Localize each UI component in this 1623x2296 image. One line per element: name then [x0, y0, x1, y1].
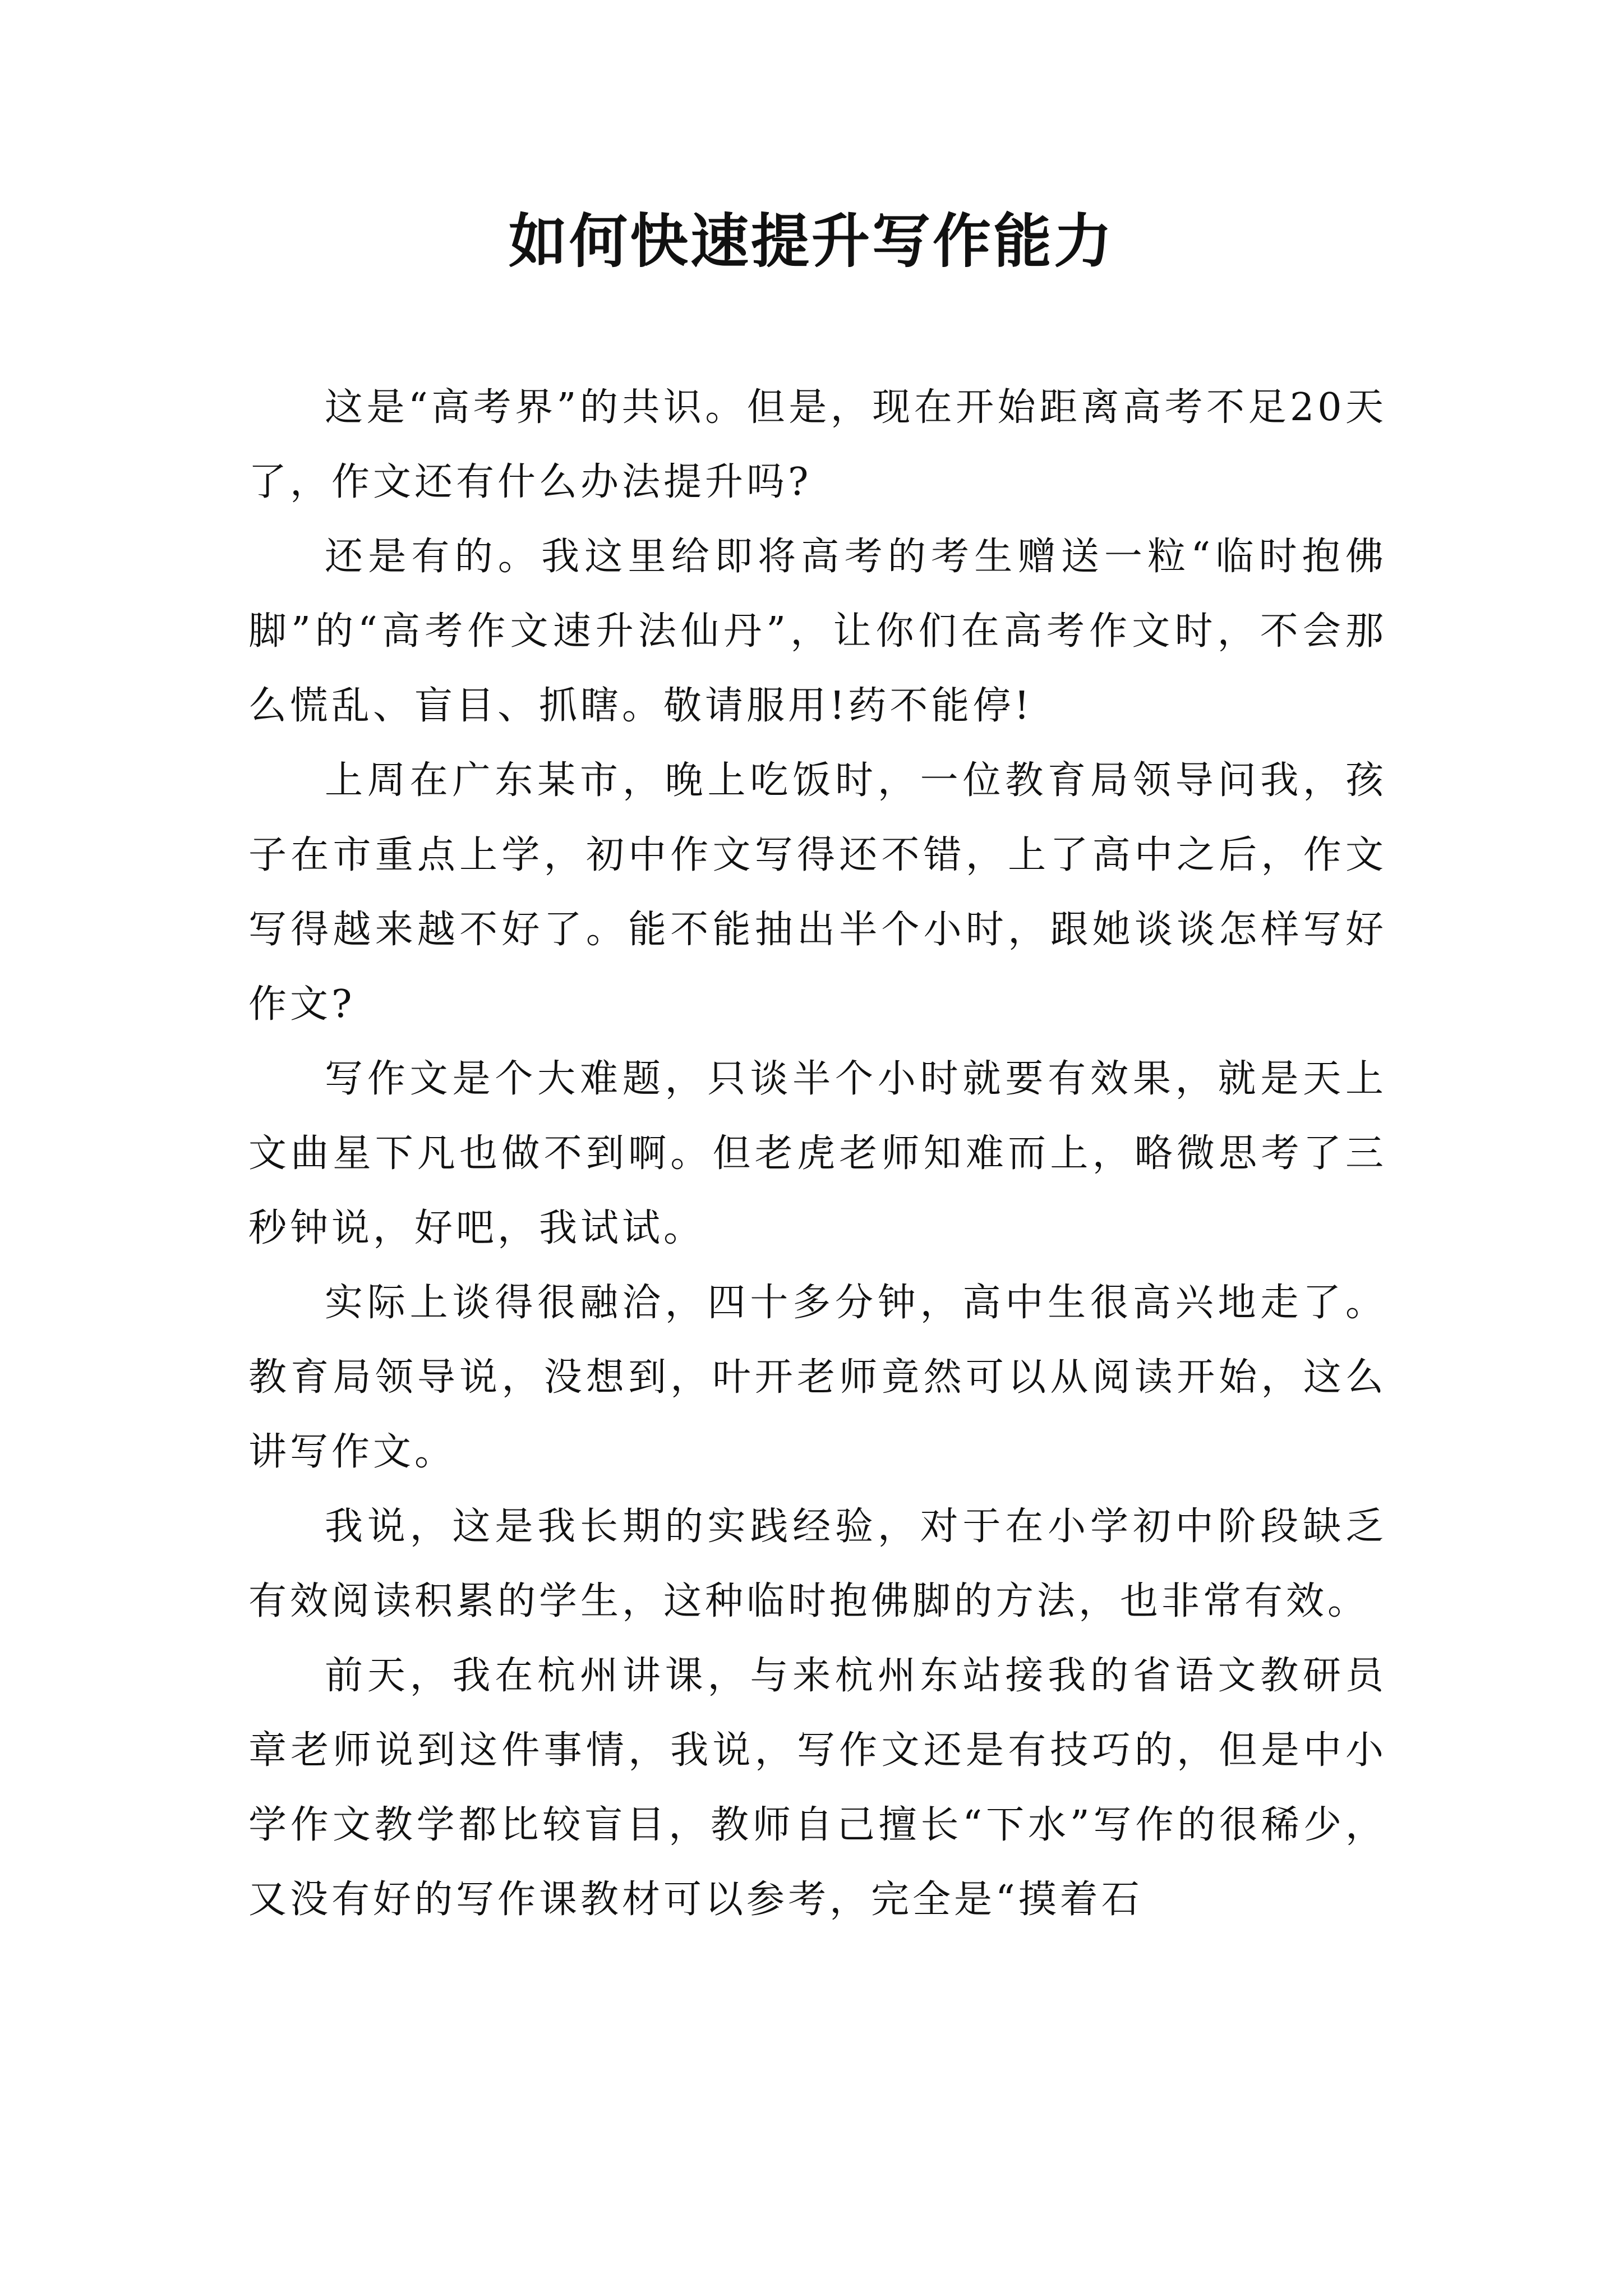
paragraph: 写作文是个大难题，只谈半个小时就要有效果，就是天上文曲星下凡也做不到啊。但老虎老师知难而上，略微思考了三秒钟说，好吧，我试试。 [248, 1057, 1387, 1250]
document-body [248, 370, 1387, 1937]
document-title: 如何快速提升写作能力 [508, 206, 1114, 275]
paragraph: 实际上谈得很融洽，四十多分钟，高中生很高兴地走了。教育局领导说，没想到，叶开老师竟然可以从阅读开始，这么讲写作文。 [248, 1281, 1387, 1474]
paragraph: 还是有的。我这里给即将高考的考生赠送一粒“临时抱佛脚”的“高考作文速升法仙丹”，让你们在高考作文时，不会那么慌乱、盲目、抓瞎。敬请服用!药不能停! [248, 535, 1387, 728]
paragraph: 前天，我在杭州讲课，与来杭州东站接我的省语文教研员章老师说到这件事情，我说，写作文还是有技巧的，但是中小学作文教学都比较盲目，教师自己擅长“下水”写作的很稀少，又没有好的写作课教材可以参考，完全是“摸着石 [248, 1654, 1387, 1922]
paragraph: 我说，这是我长期的实践经验，对于在小学初中阶段缺乏有效阅读积累的学生，这种临时抱佛脚的方法，也非常有效。 [248, 1504, 1387, 1623]
paragraph: 这是“高考界”的共识。但是，现在开始距离高考不足20天了，作文还有什么办法提升吗? [248, 385, 1387, 504]
paragraph: 上周在广东某市，晚上吃饭时，一位教育局领导问我，孩子在市重点上学，初中作文写得还不错，上了高中之后，作文写得越来越不好了。能不能抽出半个小时，跟她谈谈怎样写好作文? [248, 758, 1387, 1027]
